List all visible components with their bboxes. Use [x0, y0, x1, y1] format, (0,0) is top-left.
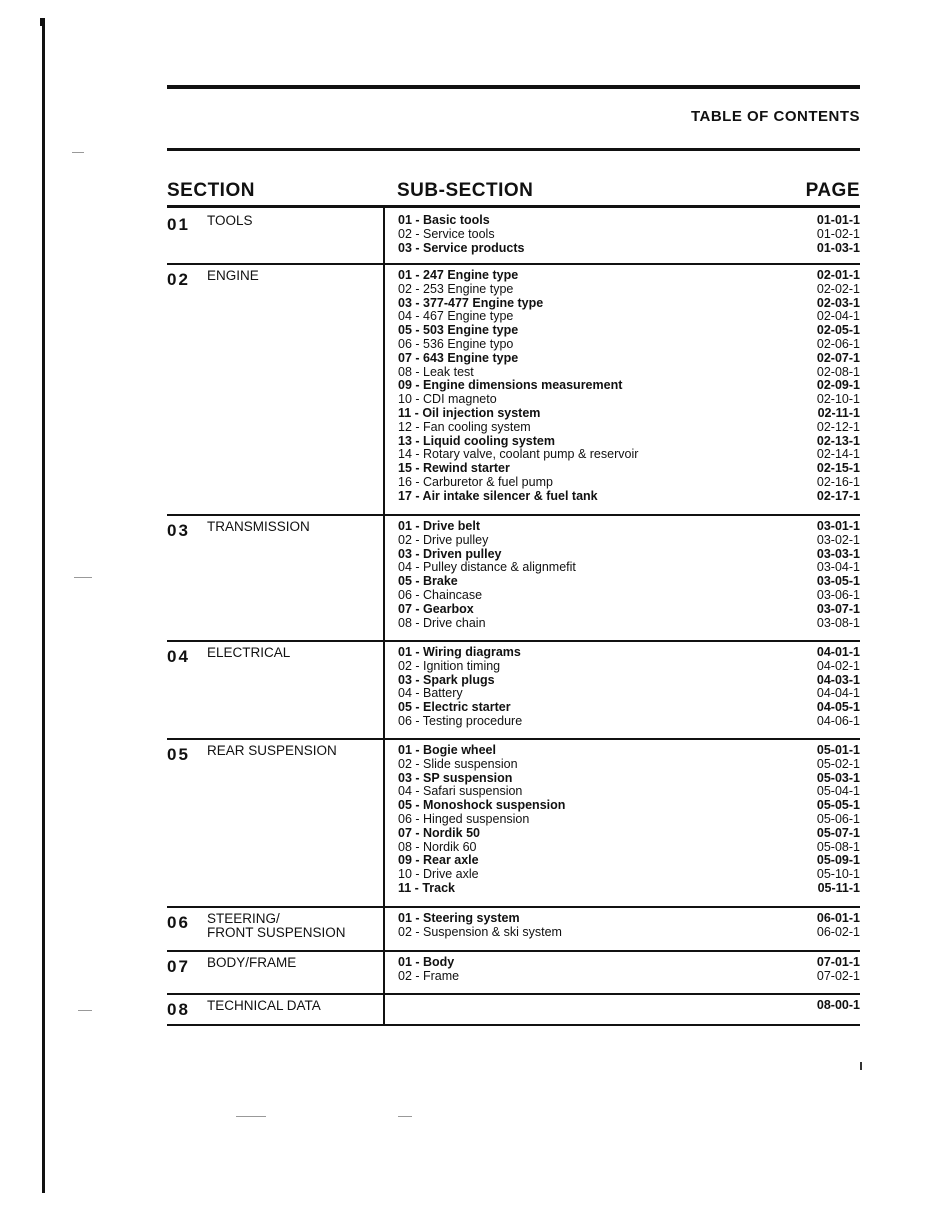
subsection-item[interactable] — [398, 242, 860, 256]
subsection-item[interactable] — [398, 534, 860, 548]
subsection-page: 08-00-1 — [816, 998, 860, 1012]
subsection-item[interactable] — [398, 701, 860, 715]
subsection-header: SUB-SECTION — [397, 180, 534, 201]
subsection-item[interactable] — [398, 379, 860, 393]
subsection-page: 02-17-1 — [816, 488, 860, 503]
subsection-item[interactable] — [398, 228, 860, 242]
subsection-label: 12 - Fan cooling system — [398, 419, 531, 434]
subsection-label: 03 - SP suspension — [398, 770, 513, 785]
subsection-label: 04 - 467 Engine type — [398, 309, 514, 324]
subsection-label: 13 - Liquid cooling system — [398, 433, 555, 448]
section-name: ENGINE — [207, 268, 259, 283]
subsection-label: 02 - Service tools — [398, 226, 495, 241]
subsection-item[interactable] — [398, 603, 860, 617]
subsection-item[interactable] — [398, 868, 860, 882]
section-rule — [167, 263, 860, 265]
subsection-label: 04 - Pulley distance & alignmefit — [398, 560, 576, 575]
subsection-item[interactable] — [398, 744, 860, 758]
subsection-page: 03-06-1 — [816, 587, 860, 602]
subsection-item[interactable] — [398, 813, 860, 827]
subsection-page: 05-03-1 — [816, 770, 860, 785]
subsection-page: 05-02-1 — [816, 756, 860, 771]
subsection-list — [398, 744, 860, 896]
subsection-page: 05-05-1 — [816, 798, 860, 813]
subsection-item[interactable] — [398, 926, 860, 940]
subsection-label: 05 - Monoshock suspension — [398, 798, 566, 813]
subsection-item[interactable] — [398, 269, 860, 283]
subsection-item[interactable] — [398, 338, 860, 352]
subsection-page: 03-04-1 — [816, 560, 860, 575]
subsection-label: 10 - CDI magneto — [398, 392, 497, 407]
section-name: REAR SUSPENSION — [207, 743, 337, 758]
subsection-label: 07 - 643 Engine type — [398, 350, 519, 365]
section-number: 08 — [167, 1000, 190, 1019]
subsection-page: 02-14-1 — [816, 447, 860, 462]
subsection-item[interactable] — [398, 214, 860, 228]
subsection-item[interactable] — [398, 421, 860, 435]
subsection-label: 02 - Slide suspension — [398, 756, 518, 771]
subsection-item[interactable] — [398, 999, 860, 1013]
section-number: 07 — [167, 957, 190, 976]
subsection-label: 01 - Body — [398, 955, 455, 969]
subsection-page: 04-06-1 — [816, 713, 860, 728]
subsection-label: 02 - Frame — [398, 968, 460, 983]
subsection-item[interactable] — [398, 772, 860, 786]
subsection-item[interactable] — [398, 687, 860, 701]
subsection-label: 02 - Ignition timing — [398, 658, 501, 673]
binding-edge — [42, 18, 45, 1193]
subsection-item[interactable] — [398, 617, 860, 631]
subsection-item[interactable] — [398, 283, 860, 297]
column-divider — [383, 207, 385, 1025]
section-rule — [167, 514, 860, 516]
section-rule — [167, 950, 860, 952]
subsection-page: 05-04-1 — [816, 784, 860, 799]
section-number: 05 — [167, 745, 190, 764]
page-mark — [860, 1062, 862, 1070]
subsection-list — [398, 520, 860, 630]
subsection-item[interactable] — [398, 646, 860, 660]
section-name: ELECTRICAL — [207, 645, 291, 660]
subsection-page: 02-05-1 — [816, 323, 860, 338]
subsection-page: 01-03-1 — [816, 240, 860, 255]
subsection-item[interactable] — [398, 854, 860, 868]
subsection-page: 07-02-1 — [816, 968, 860, 983]
subsection-item[interactable] — [398, 366, 860, 380]
subsection-page: 06-02-1 — [816, 924, 860, 939]
scan-speck — [236, 1116, 266, 1117]
scan-speck — [78, 1010, 92, 1011]
subsection-page: 02-12-1 — [816, 419, 860, 434]
subsection-item[interactable] — [398, 799, 860, 813]
subsection-page: 05-08-1 — [816, 839, 860, 854]
subsection-page: 04-01-1 — [816, 645, 860, 659]
page-header: PAGE — [805, 180, 860, 201]
section-header: SECTION — [167, 180, 255, 201]
subsection-item[interactable] — [398, 674, 860, 688]
subsection-label: 11 - Track — [398, 880, 455, 895]
subsection-item[interactable] — [398, 548, 860, 562]
top-rule — [167, 85, 860, 89]
section-number: 04 — [167, 647, 190, 666]
scan-speck — [72, 152, 84, 153]
scan-speck — [398, 1116, 412, 1117]
subsection-page: 02-04-1 — [816, 309, 860, 324]
subsection-page: 03-07-1 — [816, 601, 860, 616]
subsection-label: 06 - Hinged suspension — [398, 811, 530, 826]
subsection-label: 03 - Driven pulley — [398, 546, 502, 561]
subsection-item[interactable] — [398, 841, 860, 855]
subsection-page: 02-09-1 — [816, 378, 860, 393]
section-rule — [167, 993, 860, 995]
subsection-item[interactable] — [398, 393, 860, 407]
subsection-page: 06-01-1 — [816, 911, 860, 925]
subsection-item[interactable] — [398, 490, 860, 504]
subsection-page: 04-03-1 — [816, 672, 860, 687]
subsection-page: 02-11-1 — [817, 405, 860, 420]
subsection-page: 02-08-1 — [816, 364, 860, 379]
subsection-label: 08 - Nordik 60 — [398, 839, 477, 854]
subsection-label: 01 - Wiring diagrams — [398, 645, 521, 659]
subsection-page: 02-15-1 — [816, 461, 860, 476]
subsection-list — [398, 646, 860, 729]
subsection-label: 03 - Service products — [398, 240, 525, 255]
subsection-page: 02-13-1 — [816, 433, 860, 448]
subsection-label: 15 - Rewind starter — [398, 461, 510, 476]
subsection-label: 03 - Spark plugs — [398, 672, 495, 687]
subsection-item[interactable] — [398, 912, 860, 926]
subsection-item[interactable] — [398, 520, 860, 534]
section-name: TECHNICAL DATA — [207, 998, 321, 1013]
subsection-item[interactable] — [398, 310, 860, 324]
subsection-label: 05 - Electric starter — [398, 700, 511, 715]
subsection-page: 04-04-1 — [816, 686, 860, 701]
subsection-label: 08 - Drive chain — [398, 615, 486, 630]
subsection-label: 09 - Rear axle — [398, 853, 479, 868]
section-rule — [167, 640, 860, 642]
subsection-page: 02-01-1 — [816, 268, 860, 282]
subsection-label: 07 - Gearbox — [398, 601, 474, 616]
subsection-label: 17 - Air intake silencer & fuel tank — [398, 488, 598, 503]
section-number: 03 — [167, 521, 190, 540]
subsection-label: 08 - Leak test — [398, 364, 474, 379]
subsection-page: 03-02-1 — [816, 532, 860, 547]
subsection-list — [398, 214, 860, 255]
section-name: BODY/FRAME — [207, 955, 297, 970]
subsection-page: 02-06-1 — [816, 336, 860, 351]
section-name: TRANSMISSION — [207, 519, 310, 534]
subsection-label: 07 - Nordik 50 — [398, 825, 480, 840]
binding-mark — [40, 18, 45, 26]
subsection-item[interactable] — [398, 407, 860, 421]
subsection-page: 01-01-1 — [816, 213, 860, 227]
subsection-item[interactable] — [398, 785, 860, 799]
section-number: 02 — [167, 270, 190, 289]
subsection-item[interactable] — [398, 575, 860, 589]
subsection-label: 03 - 377-477 Engine type — [398, 295, 544, 310]
subsection-page: 04-02-1 — [816, 658, 860, 673]
subsection-list — [398, 999, 860, 1013]
subsection-page: 05-11-1 — [817, 880, 860, 895]
subsection-label: 04 - Battery — [398, 686, 463, 701]
subsection-label: 01 - Bogie wheel — [398, 743, 496, 757]
subsection-list — [398, 956, 860, 984]
subsection-label: 06 - Testing procedure — [398, 713, 523, 728]
subsection-page: 05-07-1 — [816, 825, 860, 840]
title-rule — [167, 148, 860, 151]
subsection-label: 09 - Engine dimensions measurement — [398, 378, 623, 393]
subsection-label: 01 - Steering system — [398, 911, 520, 925]
subsection-page: 03-03-1 — [816, 546, 860, 561]
subsection-item[interactable] — [398, 758, 860, 772]
subsection-item[interactable] — [398, 462, 860, 476]
subsection-item[interactable] — [398, 882, 860, 896]
subsection-label: 06 - 536 Engine typo — [398, 336, 514, 351]
subsection-label: 16 - Carburetor & fuel pump — [398, 474, 553, 489]
subsection-item[interactable] — [398, 324, 860, 338]
subsection-label: 02 - Drive pulley — [398, 532, 489, 547]
subsection-item[interactable] — [398, 660, 860, 674]
header-rule — [167, 205, 860, 208]
subsection-item[interactable] — [398, 970, 860, 984]
subsection-label: 04 - Safari suspension — [398, 784, 523, 799]
subsection-page: 05-10-1 — [816, 867, 860, 882]
subsection-label: 14 - Rotary valve, coolant pump & reservoir — [398, 447, 639, 462]
page-title: TABLE OF CONTENTS — [690, 108, 860, 125]
subsection-item[interactable] — [398, 561, 860, 575]
subsection-label: 01 - Drive belt — [398, 519, 480, 533]
subsection-list — [398, 269, 860, 504]
subsection-item[interactable] — [398, 448, 860, 462]
subsection-item[interactable] — [398, 476, 860, 490]
section-rule — [167, 738, 860, 740]
subsection-page: 02-16-1 — [816, 474, 860, 489]
subsection-label: 06 - Chaincase — [398, 587, 483, 602]
subsection-page: 04-05-1 — [816, 700, 860, 715]
subsection-page: 02-07-1 — [816, 350, 860, 365]
subsection-label: 10 - Drive axle — [398, 867, 479, 882]
subsection-item[interactable] — [398, 827, 860, 841]
subsection-page: 05-01-1 — [816, 743, 860, 757]
subsection-list — [398, 912, 860, 940]
section-rule — [167, 1024, 860, 1026]
subsection-page: 03-05-1 — [816, 574, 860, 589]
subsection-label: 05 - Brake — [398, 574, 458, 589]
section-rule — [167, 906, 860, 908]
subsection-label: 01 - 247 Engine type — [398, 268, 519, 282]
section-number: 06 — [167, 913, 190, 932]
subsection-page: 05-09-1 — [816, 853, 860, 868]
subsection-page: 03-01-1 — [816, 519, 860, 533]
subsection-page: 03-08-1 — [816, 615, 860, 630]
subsection-label: 02 - Suspension & ski system — [398, 924, 562, 939]
subsection-page: 01-02-1 — [816, 226, 860, 241]
subsection-item[interactable] — [398, 956, 860, 970]
scan-speck — [74, 577, 92, 578]
subsection-item[interactable] — [398, 352, 860, 366]
subsection-page: 02-10-1 — [816, 392, 860, 407]
section-name: STEERING/ FRONT SUSPENSION — [207, 911, 346, 940]
subsection-item[interactable] — [398, 297, 860, 311]
section-number: 01 — [167, 215, 190, 234]
subsection-page: 02-03-1 — [816, 295, 860, 310]
subsection-item[interactable] — [398, 435, 860, 449]
subsection-page: 02-02-1 — [816, 281, 860, 296]
subsection-label: 01 - Basic tools — [398, 213, 490, 227]
subsection-page: 07-01-1 — [816, 955, 860, 969]
subsection-item[interactable] — [398, 589, 860, 603]
section-name: TOOLS — [207, 213, 253, 228]
subsection-item[interactable] — [398, 715, 860, 729]
subsection-label: 11 - Oil injection system — [398, 405, 541, 420]
subsection-label: 02 - 253 Engine type — [398, 281, 514, 296]
subsection-label: 05 - 503 Engine type — [398, 323, 519, 338]
subsection-page: 05-06-1 — [816, 811, 860, 826]
